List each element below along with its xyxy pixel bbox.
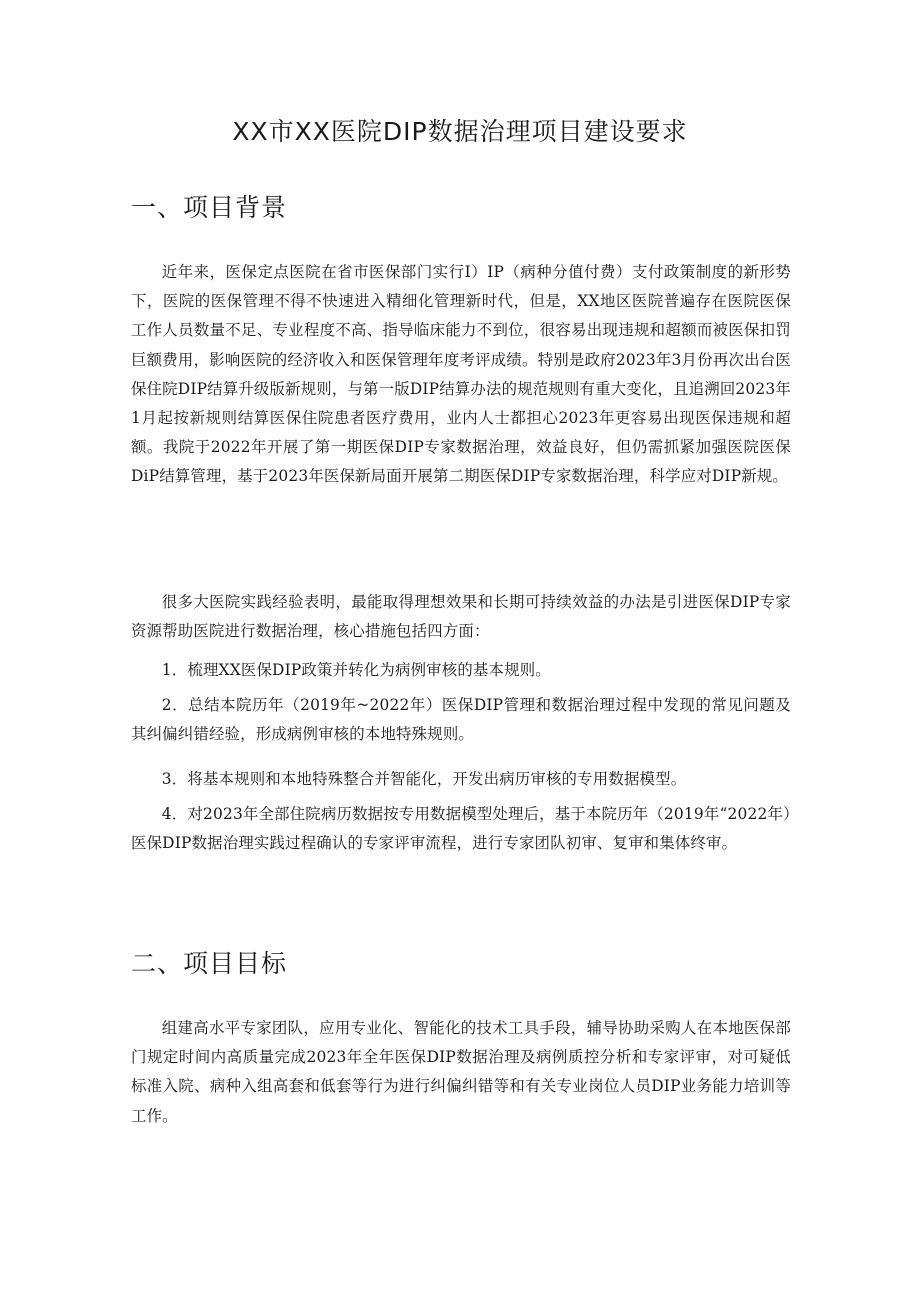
background-paragraph-1: 近年来，医保定点医院在省市医保部门实行I）IP（病种分值付费）支付政策制度的新形势下，医院的医保管理不得不快速进入精细化管理新时代，但是，XX地区医院普遍存在医院医保工作人员数量不足、专业程度不高、指导临床能力不到位，很容易出现违规和超额而被医保扣罚巨额费用，影响医院的经济收入和医保管理年度考评成绩。特别是政府2023年3月份再次出台医保住院DIP结算升级版新规则，与第一版DIP结算办法的规范规则有重大变化，且追溯回2023年1月起按新规则结算医保住院患者医疗费用，业内人士都担心2023年更容易出现医保违规和超额。我院于2022年开展了第一期医保DIP专家数据治理，效益良好，但仍需抓紧加强医院医保DiP结算管理，基于2023年医保新局面开展第二期医保DIP专家数据治理，科学应对DIP新规。 — [131, 263, 791, 486]
background-item-1: 1．梳理XX医保DIP政策并转化为病例审核的基本规则。 — [161, 661, 551, 679]
background-paragraph-2: 很多大医院实践经验表明，最能取得理想效果和长期可持续效益的办法是引进医保DIP专家资源帮助医院进行数据治理，核心措施包括四方面： — [131, 593, 791, 641]
background-item-2: 2．总结本院历年（2019年~2022年）医保DIP管理和数据治理过程中发现的常见问题及其纠偏纠错经验，形成病例审核的本地特殊规则。 — [131, 696, 791, 744]
background-item-3: 3．将基本规则和本地特殊整合并智能化，开发出病历审核的专用数据模型。 — [161, 770, 687, 788]
document-title: XX市XX医院DIP数据治理项目建设要求 — [232, 117, 688, 146]
objectives-paragraph-1: 组建高水平专家团队，应用专业化、智能化的技术工具手段，辅导协助采购人在本地医保部门规定时间内高质量完成2023年全年医保DIP数据治理及病例质控分析和专家评审，对可疑低标准入院、病种入组高套和低套等行为进行纠偏纠错等和有关专业岗位人员DIP业务能力培训等工作。 — [131, 1019, 791, 1125]
section-heading-background: 一、项目背景 — [131, 193, 288, 222]
section-heading-objectives: 二、项目目标 — [131, 949, 288, 978]
background-item-4: 4．对2023年全部住院病历数据按专用数据模型处理后，基于本院历年（2019年“2022年）医保DIP数据治理实践过程确认的专家评审流程，进行专家团队初审、复审和集体终审。 — [131, 805, 791, 853]
